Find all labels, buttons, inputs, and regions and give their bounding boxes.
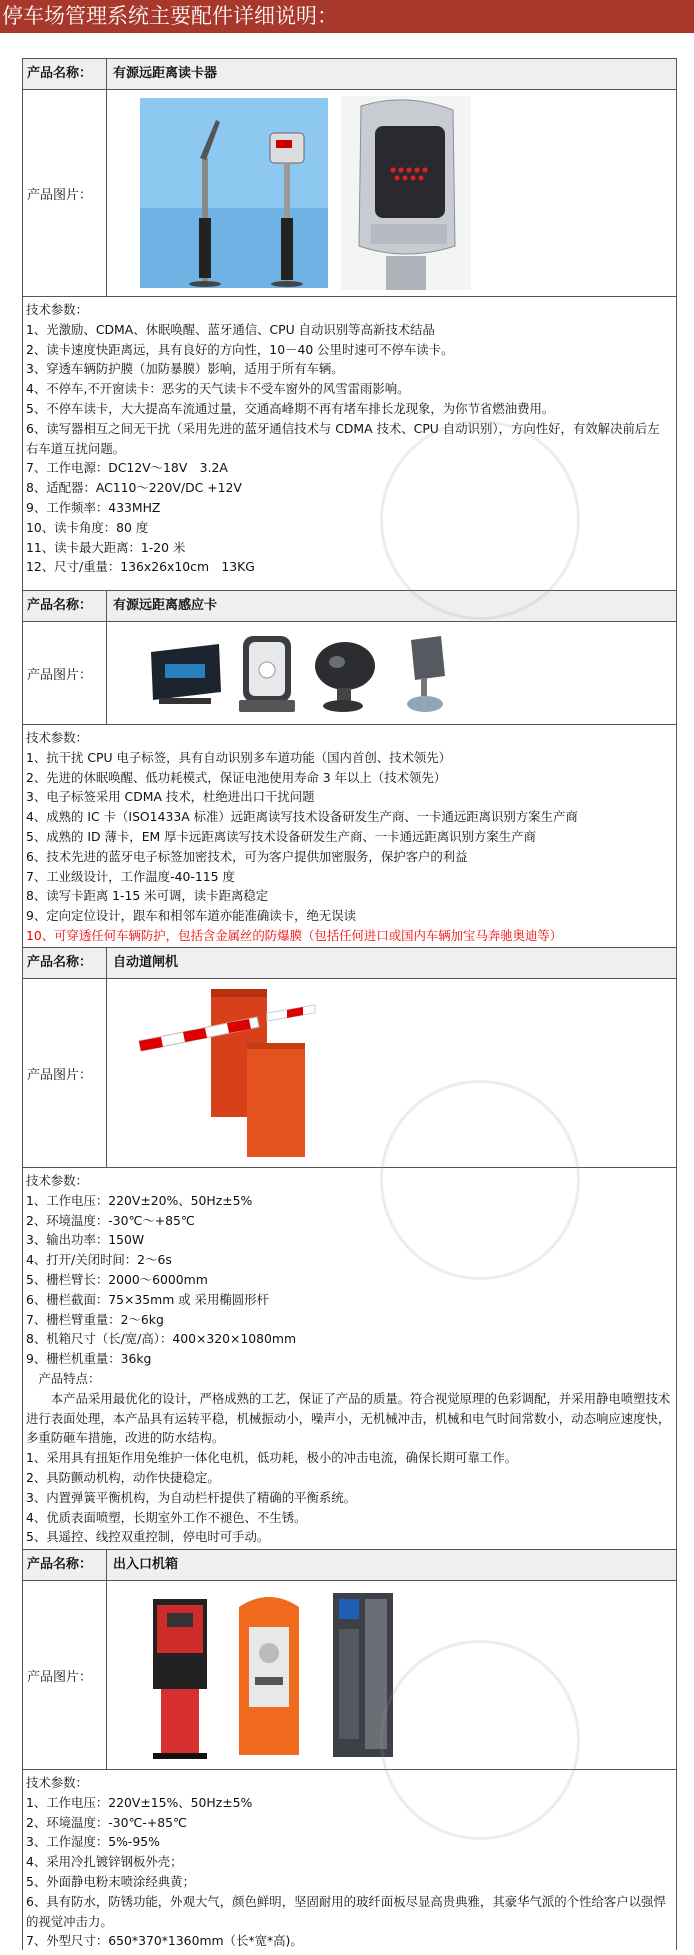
product-name-label: 产品名称： xyxy=(23,591,107,621)
product-name-label: 产品名称： xyxy=(23,948,107,978)
spec-line: 8、适配器：AC110～220V/DC +12V xyxy=(26,480,242,496)
spec-line: 技术参数： xyxy=(26,1173,88,1188)
spec-line: 10、读卡角度：80 度 xyxy=(26,519,149,535)
product-block-reader xyxy=(22,58,677,591)
spec-line: 技术参数： xyxy=(26,730,88,745)
product-specs xyxy=(23,725,676,950)
product-images xyxy=(107,622,676,724)
product-name-value: 出入口机箱 xyxy=(113,1557,179,1572)
spec-line: 产品特点： xyxy=(26,1370,101,1386)
feature-line: 4、优质表面喷塑，长期室外工作不褪色、不生锈。 xyxy=(26,1509,307,1525)
spec-line: 3、工作湿度：5%-95% xyxy=(26,1834,160,1850)
spec-line: 1、工作电压：220V±20%、50Hz±5% xyxy=(26,1192,253,1208)
product-images xyxy=(107,979,676,1167)
product-name-row xyxy=(23,948,676,979)
spec-line: 7、外型尺寸：650*370*1360mm（长*宽*高)。 xyxy=(26,1933,303,1949)
product-name-row xyxy=(23,591,676,622)
product-image-label: 产品图片： xyxy=(23,1581,107,1769)
spec-line: 4、不停车,不开窗读卡：恶劣的天气读卡不受车窗外的风雪雷雨影响。 xyxy=(26,381,410,397)
spec-line: 4、打开/关闭时间：2～6s xyxy=(26,1252,172,1268)
spec-line: 9、栅栏机重量：36kg xyxy=(26,1351,152,1367)
kiosk-photo-2 xyxy=(229,1587,309,1761)
product-description: 本产品采用最优化的设计，严格成熟的工艺，保证了产品的质量。符合视觉原理的色彩调配，并采用静电喷塑技术进行表面处理，本产品具有运转平稳，机械振动小，噪声小，无机械冲击，机械和电气时间常数小，动态响应速度快，多重防砸车措施，改进的防水结构。 xyxy=(26,1390,671,1446)
barrier-gate-photo xyxy=(137,983,317,1163)
product-image-row xyxy=(23,1581,676,1770)
product-images xyxy=(107,1581,676,1769)
product-name-row xyxy=(23,59,676,90)
spec-line: 8、读写卡距离 1-15 米可调，读卡距离稳定 xyxy=(26,888,269,904)
spec-line: 6、读写器相互之间无干扰（采用先进的蓝牙通信技术与 CDMA 技术、CPU 自动识别），方向性好，有效解决前后左右车道互扰问题。 xyxy=(26,420,660,456)
spec-line: 2、先进的休眠唤醒、低功耗模式，保证电池使用寿命 3 年以上（技术领先） xyxy=(26,769,447,785)
reader-head-photo xyxy=(341,96,471,290)
spec-line: 11、读卡最大距离：1-20 米 xyxy=(26,539,186,555)
spec-line: 2、环境温度：-30℃-+85℃ xyxy=(26,1814,187,1830)
spec-line: 1、工作电压：220V±15%、50Hz±5% xyxy=(26,1794,253,1810)
spec-line: 2、环境温度：-30℃～+85℃ xyxy=(26,1212,195,1228)
feature-line: 1、采用具有扭矩作用免维护一体化电机，低功耗，极小的冲击电流，确保长期可靠工作。 xyxy=(26,1450,518,1466)
product-name-label: 产品名称： xyxy=(23,59,107,89)
feature-line: 5、具遥控、线控双重控制，停电时可手动。 xyxy=(26,1529,270,1545)
card-tag-photo-4 xyxy=(397,632,457,718)
spec-line: 9、定向定位设计，跟车和相邻车道亦能准确读卡，绝无误读 xyxy=(26,908,357,924)
product-image-label: 产品图片： xyxy=(23,979,107,1167)
spec-line-highlight: 10、可穿透任何车辆防护，包括含金属丝的防爆膜（包括任何进口或国内车辆加宝马奔驰奥迪等） xyxy=(26,927,563,943)
product-name-value: 自动道闸机 xyxy=(113,955,179,970)
product-specs xyxy=(23,297,676,581)
product-name-label: 产品名称： xyxy=(23,1550,107,1580)
product-image-label: 产品图片： xyxy=(23,622,107,724)
spec-line: 3、电子标签采用 CDMA 技术，杜绝进出口干扰问题 xyxy=(26,789,315,805)
product-image-row xyxy=(23,979,676,1168)
product-block-card xyxy=(22,590,677,948)
spec-line: 6、栅栏截面：75×35mm 或 采用椭圆形杆 xyxy=(26,1291,269,1307)
feature-line: 3、内置弹簧平衡机构，为自动栏杆提供了精确的平衡系统。 xyxy=(26,1489,357,1505)
product-specs xyxy=(23,1770,676,1955)
card-tag-photo-3 xyxy=(307,636,381,716)
product-block-barrier xyxy=(22,947,677,1550)
spec-line: 8、机箱尺寸（长/宽/高）：400×320×1080mm xyxy=(26,1331,297,1347)
spec-line: 7、工作电源：DC12V～18V 3.2A xyxy=(26,460,228,476)
reader-pole-photo xyxy=(140,98,328,288)
spec-line: 6、技术先进的蓝牙电子标签加密技术，可为客户提供加密服务，保护客户的利益 xyxy=(26,848,468,864)
spec-line: 2、读卡速度快距离远，具有良好的方向性，10－40 公里时速可不停车读卡。 xyxy=(26,341,454,357)
spec-line: 6、具有防水，防锈功能，外观大气，颜色鲜明，坚固耐用的玻纤面板尽显高贵典雅，其豪华气派的个性给客户以强悍的视觉冲击力。 xyxy=(26,1893,666,1929)
card-tag-photo-1 xyxy=(145,638,225,708)
spec-line: 5、不停车读卡，大大提高车流通过量，交通高峰期不再有堵车排长龙现象，为你节省燃油费用。 xyxy=(26,400,555,416)
spec-line: 技术参数： xyxy=(26,302,88,317)
product-block-kiosk xyxy=(22,1549,677,1950)
spec-line: 1、光激励、CDMA、休眠唤醒、蓝牙通信、CPU 自动识别等高新技术结晶 xyxy=(26,321,435,337)
spec-line: 3、穿透车辆防护膜（加防暴膜）影响，适用于所有车辆。 xyxy=(26,361,344,377)
spec-line: 7、工业级设计，工作温度-40-115 度 xyxy=(26,868,235,884)
feature-line: 2、具防颤动机构，动作快捷稳定。 xyxy=(26,1469,220,1485)
product-image-row xyxy=(23,622,676,725)
kiosk-photo-3 xyxy=(325,1589,401,1761)
product-specs xyxy=(23,1168,676,1551)
spec-line: 5、外面静电粉末喷涂经典黄； xyxy=(26,1873,195,1889)
product-image-row xyxy=(23,90,676,297)
spec-line: 1、抗干扰 CPU 电子标签，具有自动识别多车道功能（国内首创、技术领先） xyxy=(26,749,452,765)
product-name-value: 有源远距离读卡器 xyxy=(113,66,218,81)
spec-line: 4、成熟的 IC 卡（ISO1433A 标准）远距离读写技术设备研发生产商、一卡通远距离识别方案生产商 xyxy=(26,809,578,825)
kiosk-photo-1 xyxy=(147,1595,213,1761)
spec-line: 9、工作频率：433MHZ xyxy=(26,499,161,515)
spec-line: 3、输出功率：150W xyxy=(26,1232,145,1248)
spec-line: 4、采用冷扎镀锌钢板外壳； xyxy=(26,1854,183,1870)
spec-line: 技术参数： xyxy=(26,1775,88,1790)
card-tag-photo-2 xyxy=(235,630,299,716)
product-name-row xyxy=(23,1550,676,1581)
page-banner: 停车场管理系统主要配件详细说明： xyxy=(0,0,694,33)
product-image-label: 产品图片： xyxy=(23,90,107,296)
spec-line: 5、栅栏臂长：2000～6000mm xyxy=(26,1271,208,1287)
spec-line: 5、成熟的 ID 薄卡，EM 厚卡远距离读写技术设备研发生产商、一卡通远距离识别方案生产商 xyxy=(26,828,536,844)
product-name-value: 有源远距离感应卡 xyxy=(113,598,218,613)
product-images xyxy=(107,90,676,296)
spec-line: 7、栅栏臂重量：2～6kg xyxy=(26,1311,164,1327)
spec-line: 12、尺寸/重量：136x26x10cm 13KG xyxy=(26,559,255,575)
